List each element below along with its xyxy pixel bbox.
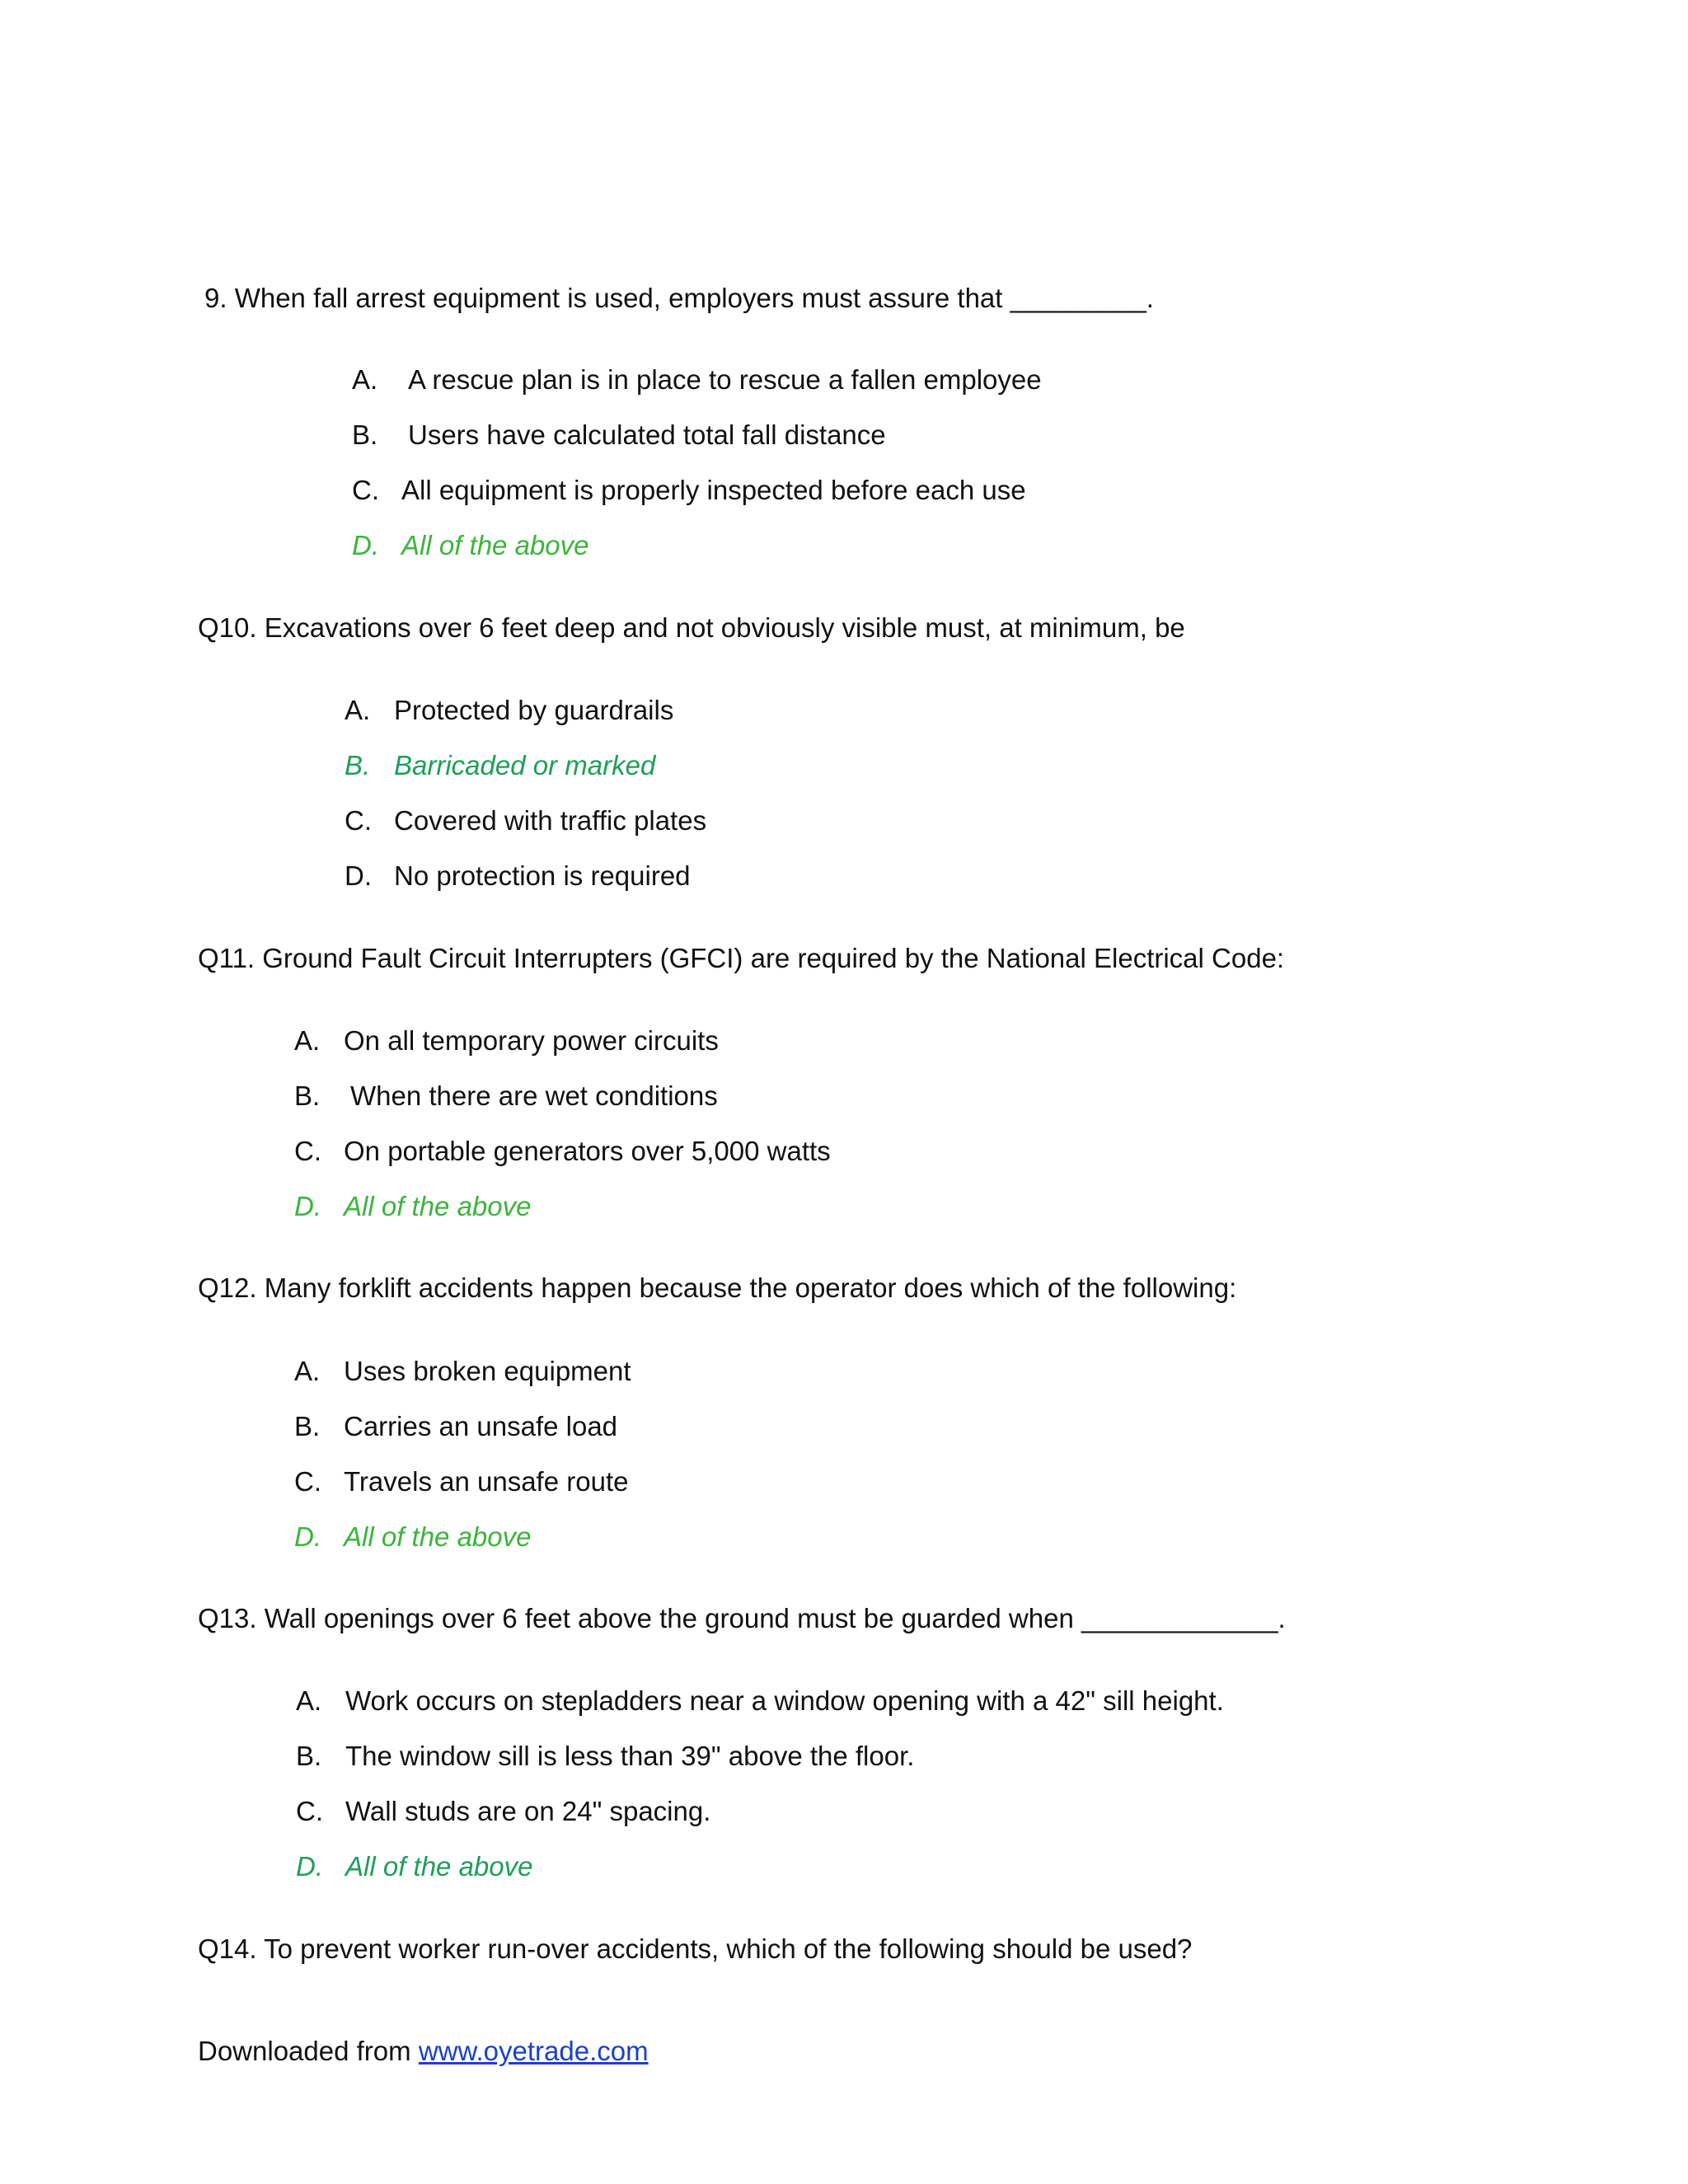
option-text: All equipment is properly inspected before each use xyxy=(401,475,1026,505)
option-text: Uses broken equipment xyxy=(344,1356,631,1386)
option-text: Barricaded or marked xyxy=(394,750,656,780)
option-text: Work occurs on stepladders near a window opening with a 42" sill height. xyxy=(345,1685,1224,1716)
option-letter: C. xyxy=(296,1796,323,1826)
option-12c xyxy=(294,1465,628,1498)
question-9: 9. When fall arrest equipment is used, employers must assure that _________. xyxy=(204,283,1154,313)
question-10: Q10. Excavations over 6 feet deep and not obviously visible must, at minimum, be xyxy=(198,612,1185,643)
option-text: A rescue plan is in place to rescue a fallen employee xyxy=(408,364,1042,395)
option-10c xyxy=(345,804,706,837)
option-letter: D. xyxy=(296,1851,323,1882)
footer-prefix: Downloaded from xyxy=(198,2036,419,2066)
footer-link[interactable]: www.oyetrade.com xyxy=(418,2036,649,2066)
option-text: Wall studs are on 24" spacing. xyxy=(345,1796,711,1826)
option-13b xyxy=(296,1740,914,1773)
option-12a xyxy=(294,1355,631,1388)
option-letter: C. xyxy=(352,475,379,505)
option-text: On all temporary power circuits xyxy=(344,1025,719,1056)
question-12: Q12. Many forklift accidents happen because the operator does which of the following: xyxy=(198,1272,1237,1303)
option-11b xyxy=(294,1080,718,1113)
footer xyxy=(198,2035,649,2068)
option-9a xyxy=(352,363,1042,396)
option-13d-correct xyxy=(296,1850,533,1883)
option-letter: C. xyxy=(294,1466,321,1497)
option-text: On portable generators over 5,000 watts xyxy=(344,1136,831,1166)
option-text: Users have calculated total fall distance xyxy=(408,419,886,450)
option-letter: D. xyxy=(345,860,372,891)
option-12d-correct xyxy=(294,1521,532,1554)
option-13a xyxy=(296,1685,1224,1718)
option-letter: C. xyxy=(294,1136,321,1166)
option-12b xyxy=(294,1410,617,1443)
option-text: The window sill is less than 39" above the floor. xyxy=(345,1741,915,1771)
option-text: All of the above xyxy=(344,1521,532,1552)
option-letter: D. xyxy=(294,1191,321,1221)
option-letter: A. xyxy=(296,1685,322,1716)
option-text: Covered with traffic plates xyxy=(394,805,707,836)
option-10b-correct xyxy=(345,749,655,782)
option-letter: D. xyxy=(352,530,379,560)
option-letter: B. xyxy=(345,750,371,780)
option-text: Carries an unsafe load xyxy=(344,1411,618,1441)
option-9d-correct xyxy=(352,529,589,562)
option-text: When there are wet conditions xyxy=(350,1080,718,1111)
question-13: Q13. Wall openings over 6 feet above the ground must be guarded when _____________. xyxy=(198,1603,1286,1633)
option-letter: B. xyxy=(294,1080,321,1111)
option-text: All of the above xyxy=(401,530,589,560)
option-letter: A. xyxy=(352,364,378,395)
option-9b xyxy=(352,419,886,452)
option-letter: A. xyxy=(294,1356,321,1386)
option-text: All of the above xyxy=(345,1851,533,1882)
option-11a xyxy=(294,1024,719,1057)
option-9c xyxy=(352,474,1026,507)
option-text: Travels an unsafe route xyxy=(344,1466,629,1497)
option-letter: D. xyxy=(294,1521,321,1552)
option-11d-correct xyxy=(294,1190,532,1223)
option-text: No protection is required xyxy=(394,860,691,891)
option-text: All of the above xyxy=(344,1191,532,1221)
option-11c xyxy=(294,1135,831,1168)
option-letter: A. xyxy=(294,1025,321,1056)
option-letter: A. xyxy=(345,695,371,725)
option-letter: C. xyxy=(345,805,372,836)
option-letter: B. xyxy=(294,1411,321,1441)
option-10d xyxy=(345,860,691,893)
question-11: Q11. Ground Fault Circuit Interrupters (GFCI) are required by the National Electrical Code: xyxy=(198,943,1285,973)
option-letter: B. xyxy=(296,1741,322,1771)
option-10a xyxy=(345,694,673,727)
option-text: Protected by guardrails xyxy=(394,695,674,725)
option-letter: B. xyxy=(352,419,378,450)
question-14: Q14. To prevent worker run-over accidents, which of the following should be used? xyxy=(198,1933,1193,1964)
option-13c xyxy=(296,1795,710,1828)
